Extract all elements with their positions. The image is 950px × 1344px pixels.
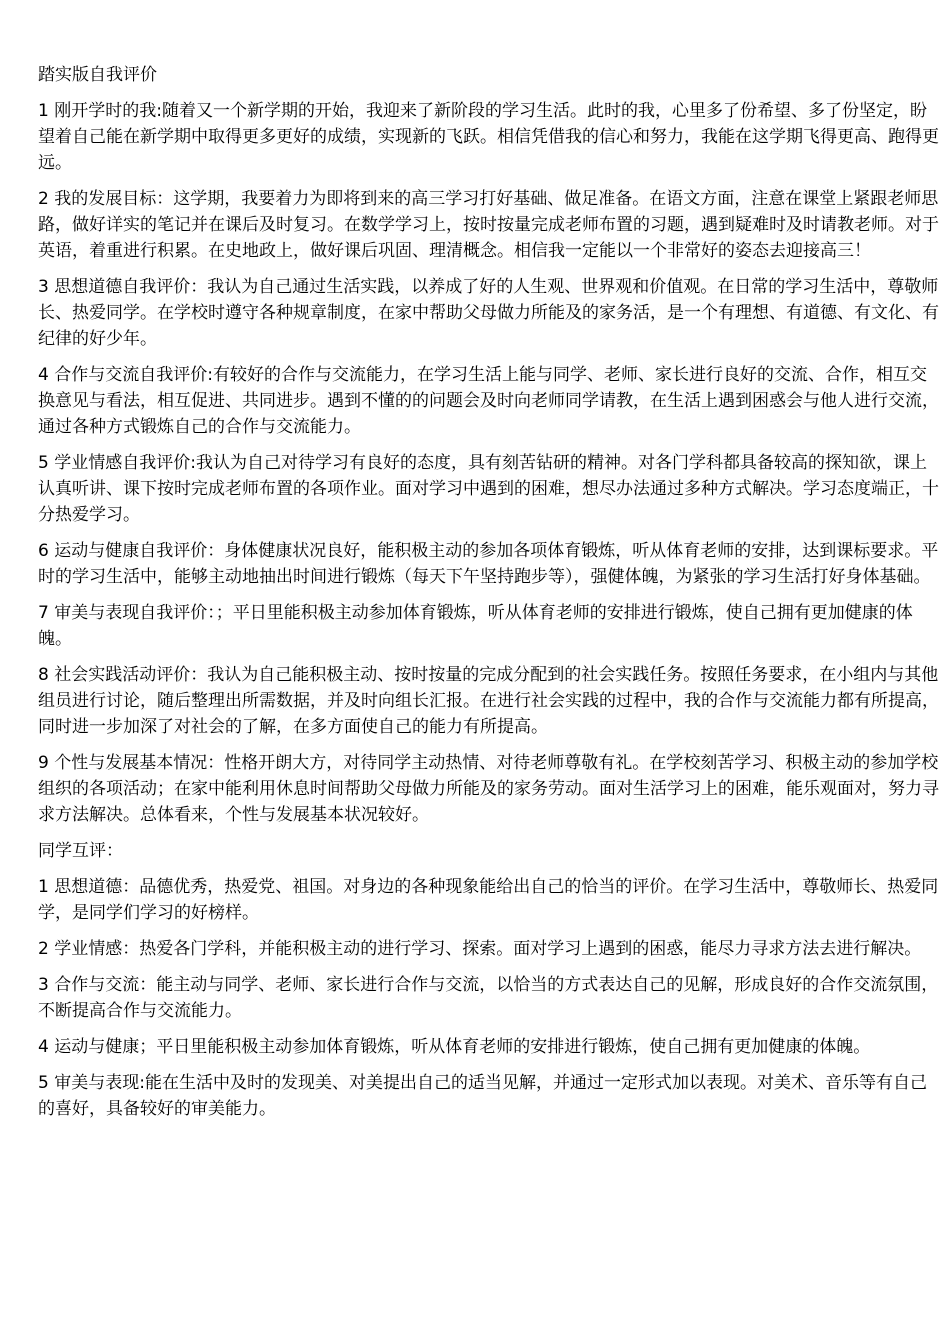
paragraph-self-4: 4 合作与交流自我评价:有较好的合作与交流能力，在学习生活上能与同学、老师、家长进行良好的交流、合作，相互交换意见与看法，相互促进、共同进步。遇到不懂的的问题会及时向老师同学请教，在生活上遇到困惑会与他人进行交流，通过各种方式锻炼自己的合作与交流能力。 — [38, 365, 939, 437]
peer-evaluation-heading: 同学互评： — [38, 841, 123, 861]
paragraph-self-5: 5 学业情感自我评价:我认为自己对待学习有良好的态度，具有刻苦钻研的精神。对各门学科都具备较高的探知欲，课上认真听讲、课下按时完成老师布置的各项作业。面对学习中遇到的困难，想尽办法通过多种方式解决。学习态度端正，十分热爱学习。 — [38, 453, 939, 525]
paragraph-self-8: 8 社会实践活动评价：我认为自己能积极主动、按时按量的完成分配到的社会实践任务。按照任务要求，在小组内与其他组员进行讨论，随后整理出所需数据，并及时向组长汇报。在进行社会实践的过程中，我的合作与交流能力都有所提高，同时进一步加深了对社会的了解，在多方面使自己的能力有所提高。 — [38, 665, 939, 737]
paragraph-self-1: 1 刚开学时的我:随着又一个新学期的开始，我迎来了新阶段的学习生活。此时的我，心里多了份希望、多了份坚定，盼望着自己能在新学期中取得更多更好的成绩，实现新的飞跃。相信凭借我的信心和努力，我能在这学期飞得更高、跑得更远。 — [38, 101, 939, 173]
paragraph-peer-4: 4 运动与健康；平日里能积极主动参加体育锻炼，听从体育老师的安排进行锻炼，使自己拥有更加健康的体魄。 — [38, 1037, 871, 1057]
paragraph-self-9: 9 个性与发展基本情况：性格开朗大方，对待同学主动热情、对待老师尊敬有礼。在学校刻苦学习、积极主动的参加学校组织的各项活动；在家中能利用休息时间帮助父母做力所能及的家务劳动。面对生活学习上的困难，能乐观面对，努力寻求方法解决。总体看来，个性与发展基本状况较好。 — [38, 753, 939, 825]
paragraph-self-6: 6 运动与健康自我评价：身体健康状况良好，能积极主动的参加各项体育锻炼，听从体育老师的安排，达到课标要求。平时的学习生活中，能够主动地抽出时间进行锻炼（每天下午坚持跑步等），强健体魄，为紧张的学习生活打好身体基础。 — [38, 541, 939, 587]
document-title: 踏实版自我评价 — [38, 65, 157, 85]
paragraph-self-2: 2 我的发展目标：这学期，我要着力为即将到来的高三学习打好基础、做足准备。在语文方面，注意在课堂上紧跟老师思路，做好详实的笔记并在课后及时复习。在数学学习上，按时按量完成老师布置的习题，遇到疑难时及时请教老师。对于英语，着重进行积累。在史地政上，做好课后巩固、理清概念。相信我一定能以一个非常好的姿态去迎接高三！ — [38, 189, 939, 261]
self-evaluation-section — [38, 98, 942, 828]
paragraph-peer-1: 1 思想道德：品德优秀，热爱党、祖国。对身边的各种现象能给出自己的恰当的评价。在学习生活中，尊敬师长、热爱同学，是同学们学习的好榜样。 — [38, 877, 939, 923]
paragraph-peer-3: 3 合作与交流：能主动与同学、老师、家长进行合作与交流，以恰当的方式表达自己的见解，形成良好的合作交流氛围，不断提高合作与交流能力。 — [38, 975, 939, 1021]
document-page — [38, 62, 942, 1132]
paragraph-peer-2: 2 学业情感：热爱各门学科，并能积极主动的进行学习、探索。面对学习上遇到的困惑，能尽力寻求方法去进行解决。 — [38, 939, 922, 959]
peer-evaluation-section — [38, 874, 942, 1122]
paragraph-self-7: 7 审美与表现自我评价：；平日里能积极主动参加体育锻炼，听从体育老师的安排进行锻炼，使自己拥有更加健康的体魄。 — [38, 603, 913, 649]
paragraph-peer-5: 5 审美与表现:能在生活中及时的发现美、对美提出自己的适当见解，并通过一定形式加以表现。对美术、音乐等有自己的喜好，具备较好的审美能力。 — [38, 1073, 927, 1119]
paragraph-self-3: 3 思想道德自我评价：我认为自己通过生活实践，以养成了好的人生观、世界观和价值观。在日常的学习生活中，尊敬师长、热爱同学。在学校时遵守各种规章制度，在家中帮助父母做力所能及的家务活，是一个有理想、有道德、有文化、有纪律的好少年。 — [38, 277, 939, 349]
